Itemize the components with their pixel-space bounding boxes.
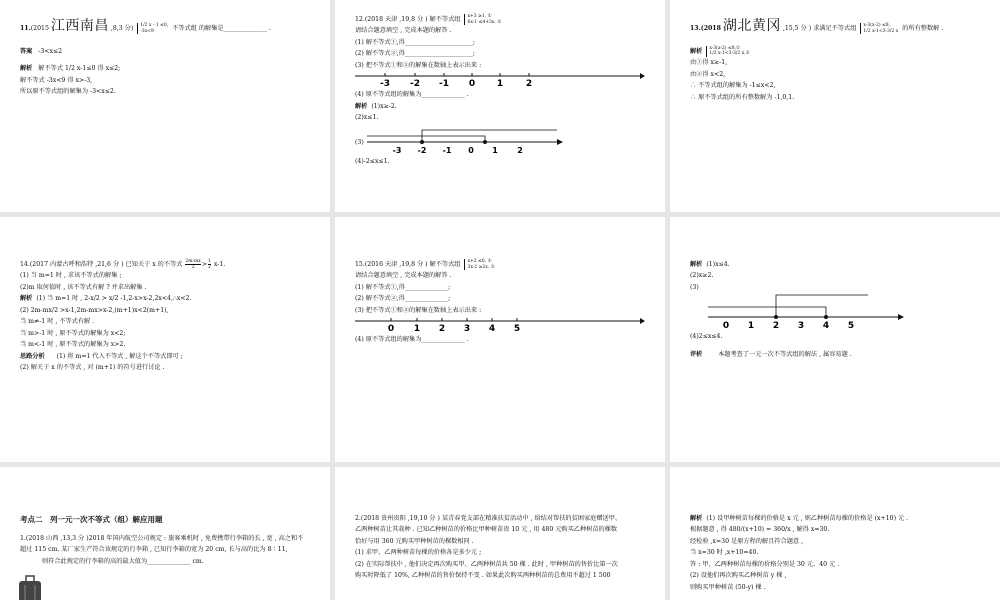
system-line: 6x-1 ≤4+3x. ②	[467, 19, 502, 25]
tick-label: 0	[468, 145, 474, 155]
page-thumbnail-11[interactable]	[0, 0, 330, 212]
tick-label: 3	[797, 321, 805, 332]
analysis-label: 解析	[690, 261, 703, 268]
question-score: ,15,5 分 ) 求满足不等式组	[782, 25, 857, 32]
analysis-label: 解析	[20, 295, 33, 303]
question-place: 湖北黄冈	[722, 18, 781, 34]
question-14	[20, 259, 312, 270]
analysis-text: 经检验 ,x=30 是原方程的解且符合题意 ,	[690, 537, 804, 545]
analysis-text: (2)x≥2.	[690, 272, 714, 280]
inequality-system	[464, 14, 501, 25]
answer-label: 答案	[20, 47, 33, 55]
analysis-label: 解析	[20, 65, 33, 73]
analysis-text: (1) 设甲种树苗每棵的价格是 x 元 , 则乙种树苗每棵的价格是 (x+10) 元 .	[706, 515, 909, 522]
suitcase-icon	[16, 575, 46, 600]
question-text: (2) 在实际帮扶中 , 他们决定再次购买甲、乙两种树苗共 50 棵 . 此时 , 甲种树苗的售价比第一次	[355, 560, 618, 568]
idea-text: (1) 将 m=1 代入不等式 , 解这个不等式即可 ;	[56, 352, 183, 360]
inequality-system	[464, 259, 494, 270]
question-text: 购买时降低了 10%, 乙种树苗的售价保持不变 . 如果此次购买两种树苗的总费用不超过 1 500	[355, 572, 611, 580]
tick-label: 1	[492, 145, 498, 155]
analysis-text: 根据题意 , 得 480/(x+10) = 360/x , 解得 x=30.	[690, 526, 830, 534]
numerator: 1	[208, 259, 211, 264]
question-text: (1) 解不等式①,得______________________;	[355, 38, 475, 46]
question-text: (4) 原不等式组的解集为______________ .	[355, 91, 469, 99]
tick-label: -1	[442, 145, 452, 155]
number-line	[355, 71, 645, 89]
idea-text: (2) 解关于 x 的不等式 , 对 (m+1) 的符号进行讨论 .	[20, 364, 165, 372]
analysis-text: 当 m≠-1 时 , 不等式有解 .	[20, 318, 95, 326]
tick-label: 2	[517, 145, 523, 155]
question-text: 超过 115 cm. 某厂家生产符合该规定的行李箱 , 已知行李箱的宽为 20 cm, 长与高的比为 8∶11,	[20, 546, 288, 554]
answer-text: -3<x≤2	[38, 47, 63, 55]
question-text: 1.(2018 山西 ,13,3 分 )2018 年国内航空公司规定 : 旅客乘机时 , 免费携带行李箱的长 , 宽 , 高之和不	[20, 534, 304, 542]
tick-label: 2	[772, 321, 780, 332]
analysis-text: 由②得 x<2,	[690, 70, 726, 78]
tick-label: 2	[438, 324, 446, 335]
denominator: 2	[191, 265, 195, 270]
tick-label: -2	[417, 145, 427, 155]
question-text: (2) 解不等式②,得______________________;	[355, 50, 475, 58]
inequality-system	[860, 23, 898, 34]
analysis-label: 解析	[690, 47, 703, 55]
inequality-system	[706, 46, 749, 57]
question-text: (3) 把不等式①和②的解集在数轴上表示出来 :	[355, 61, 482, 69]
analysis-text: (4)-2≤x≤1.	[355, 157, 390, 165]
tick-label: -3	[380, 79, 390, 90]
page-thumbnail-15-solution[interactable]	[670, 217, 1000, 462]
question-11	[20, 14, 312, 40]
tick-label: 2	[525, 79, 533, 90]
tick-label: 0	[387, 324, 395, 335]
number-line-graph	[708, 293, 908, 331]
section-heading: 考点二 列一元一次不等式（组）解应用题	[20, 515, 163, 524]
idea-label: 思路分析	[20, 352, 45, 360]
tick-label: 1	[496, 79, 504, 90]
inequality-system	[137, 23, 168, 34]
analysis-text: 当 m>-1 时 , 原不等式的解集为 x<2;	[20, 329, 126, 337]
tick-label: 4	[488, 324, 496, 335]
analysis-text: ∴ 原不等式组的所有整数解为 -1,0,1.	[690, 93, 795, 101]
comment-text: 本题考查了一元一次不等式组的解法 , 属容易题 .	[718, 350, 852, 358]
analysis-text: 由①得 x≥-1,	[690, 59, 728, 67]
system-line: x-3(x-2) ≤8,①	[709, 45, 741, 51]
question-score: ,8,3 分)	[110, 25, 134, 32]
fraction	[185, 259, 200, 270]
question-text: 请结合题意填空 , 完成本题的解答 .	[355, 272, 452, 280]
question-12	[355, 14, 647, 25]
question-text: 则符合此规定的行李箱的高的最大值为______________ cm.	[42, 557, 204, 565]
question-text: 15.(2016 天津 ,19,8 分 ) 解不等式组	[355, 261, 461, 268]
question-text: 恰好与用 360 元购买甲种树苗的棵数相同 .	[355, 537, 474, 545]
tick-label: 5	[513, 324, 521, 335]
analysis-text: 解不等式 -3x<9 得 x>-3,	[20, 76, 93, 84]
question-place: 江西南昌	[50, 18, 109, 34]
analysis-text: (4)2≤x≤4.	[690, 333, 723, 341]
operator: >	[201, 261, 208, 268]
question-text: 的解集是______________ .	[198, 25, 271, 32]
tick-label: 1	[747, 321, 755, 332]
tick-label: -3	[392, 145, 402, 155]
question-text: (3) 把不等式①和②的解集在数轴上表示出来 :	[355, 306, 482, 314]
question-text: x-1.	[213, 261, 226, 268]
solution-number-line	[355, 124, 647, 156]
analysis-text: 答 : 甲、乙两种树苗每棵的价格分别是 30 元、40 元 .	[690, 560, 840, 568]
analysis-text: (3)	[355, 138, 364, 146]
system-line: 1/2 x-1<3-3/2 x	[863, 28, 899, 34]
analysis-text: (2)x≤1.	[355, 114, 379, 122]
tick-label: -2	[410, 79, 420, 90]
question-text: (1) 解不等式①,得______________;	[355, 283, 451, 291]
fraction	[208, 259, 211, 270]
question-text: 2.(2018 贵州贵阳 ,19,10 分 ) 某青春党支部在精准扶贫活动中 , 给结对帮扶的贫困家庭赠送甲、	[355, 515, 622, 522]
analysis-text: (1)x≤4.	[706, 261, 730, 268]
answer-line	[20, 46, 312, 57]
analysis-text: 解不等式 1/2 x-1≤0 得 x≤2;	[38, 65, 121, 73]
page-thumbnail-topic2[interactable]	[0, 467, 330, 600]
analysis-text: ∴ 不等式组的解集为 -1≤x<2,	[690, 82, 776, 90]
tick-label: 1	[413, 324, 421, 335]
numerator: 2m-mx	[185, 259, 201, 264]
tick-label: 3	[463, 324, 471, 335]
analysis-line	[20, 63, 312, 74]
system-line: x+2 ≤6, ①	[467, 259, 492, 264]
page-thumbnail-14[interactable]	[0, 217, 330, 462]
system-line: -3x<9	[140, 28, 154, 34]
tick-label: 5	[847, 321, 855, 332]
question-13	[690, 14, 982, 40]
analysis-text: 当 m<-1 时 , 原不等式的解集为 x>2.	[20, 341, 126, 349]
tick-label: 0	[722, 321, 730, 332]
system-line: 1/2 x-1<3-3/2 x,②	[709, 51, 750, 57]
page-thumbnail-12[interactable]	[335, 0, 665, 212]
question-text: 的所有整数解 .	[902, 25, 944, 32]
question-text: (2) 解不等式②,得______________;	[355, 295, 451, 303]
analysis-text: (2) 设他们再次购买乙种树苗 y 棵 ,	[690, 572, 787, 580]
question-text: (4) 原不等式组的解集为______________ .	[355, 336, 469, 344]
system-line: 1/2 x - 1 ≤0,	[140, 23, 169, 28]
question-number: 13.(2018	[690, 25, 721, 32]
system-line: x+3 ≥1, ①	[467, 14, 492, 19]
number-line	[355, 316, 645, 334]
question-text: 12.(2018 天津 ,19,8 分 ) 解不等式组	[355, 16, 461, 23]
system-line: x-3(x-2) ≤8,	[863, 23, 891, 28]
question-text: (1) 当 m=1 时 , 求该不等式的解集 ;	[20, 272, 122, 280]
analysis-text: (2) 2m-mx/2 >x-1,2m-mx>x-2,(m+1)x<2(m+1),	[20, 306, 169, 314]
tick-label: 0	[468, 79, 476, 90]
analysis-text: (3)	[690, 283, 699, 291]
analysis-text: 则购买甲种树苗 (50-y) 棵 .	[690, 583, 766, 591]
analysis-label: 解析	[355, 102, 368, 110]
question-text: 14.(2017 内蒙古呼和浩特 ,21,6 分 ) 已知关于 x 的不等式	[20, 261, 183, 268]
question-number: 11.	[20, 25, 31, 32]
denominator: 2	[208, 265, 211, 270]
page-thumbnail-15[interactable]	[335, 217, 665, 462]
analysis-text: 所以原不等式组的解集为 -3<x≤2.	[20, 88, 116, 96]
page-thumbnail-13[interactable]	[670, 0, 1000, 212]
question-15	[355, 259, 647, 270]
tick-label: -1	[439, 79, 449, 90]
system-line: 3x-2 ≥2x. ②	[467, 264, 495, 270]
analysis-text: 当 x=30 时 ,x+10=40.	[690, 549, 759, 557]
analysis-text: (1) 当 m=1 时 , 2-x/2 > x/2 -1,2-x>x-2,2x<4,∴x<2.	[36, 295, 192, 303]
page-thumbnail-q2[interactable]	[335, 467, 665, 600]
number-line-graph	[367, 124, 567, 156]
analysis-label: 解析	[690, 515, 703, 522]
question-text: 乙两种树苗让其栽种 . 已知乙种树苗的价格比甲种树苗贵 10 元 , 用 480 元购买乙种树苗的棵数	[355, 526, 618, 534]
question-text: (1) 求甲、乙两种树苗每棵的价格各是多少元 ;	[355, 549, 482, 557]
question-text: (2)m 取何值时 , 该不等式有解 ? 并求出解集 .	[20, 283, 147, 291]
question-year: (2015	[30, 25, 49, 32]
question-text: 请结合题意填空 , 完成本题的解答 .	[355, 27, 452, 35]
analysis-text: (1)x≥-2.	[371, 102, 397, 110]
question-text: 不等式组	[172, 25, 197, 32]
page-thumbnail-q2-solution[interactable]	[670, 467, 1000, 600]
tick-label: 4	[822, 321, 830, 332]
comment-label: 评析	[690, 350, 703, 358]
